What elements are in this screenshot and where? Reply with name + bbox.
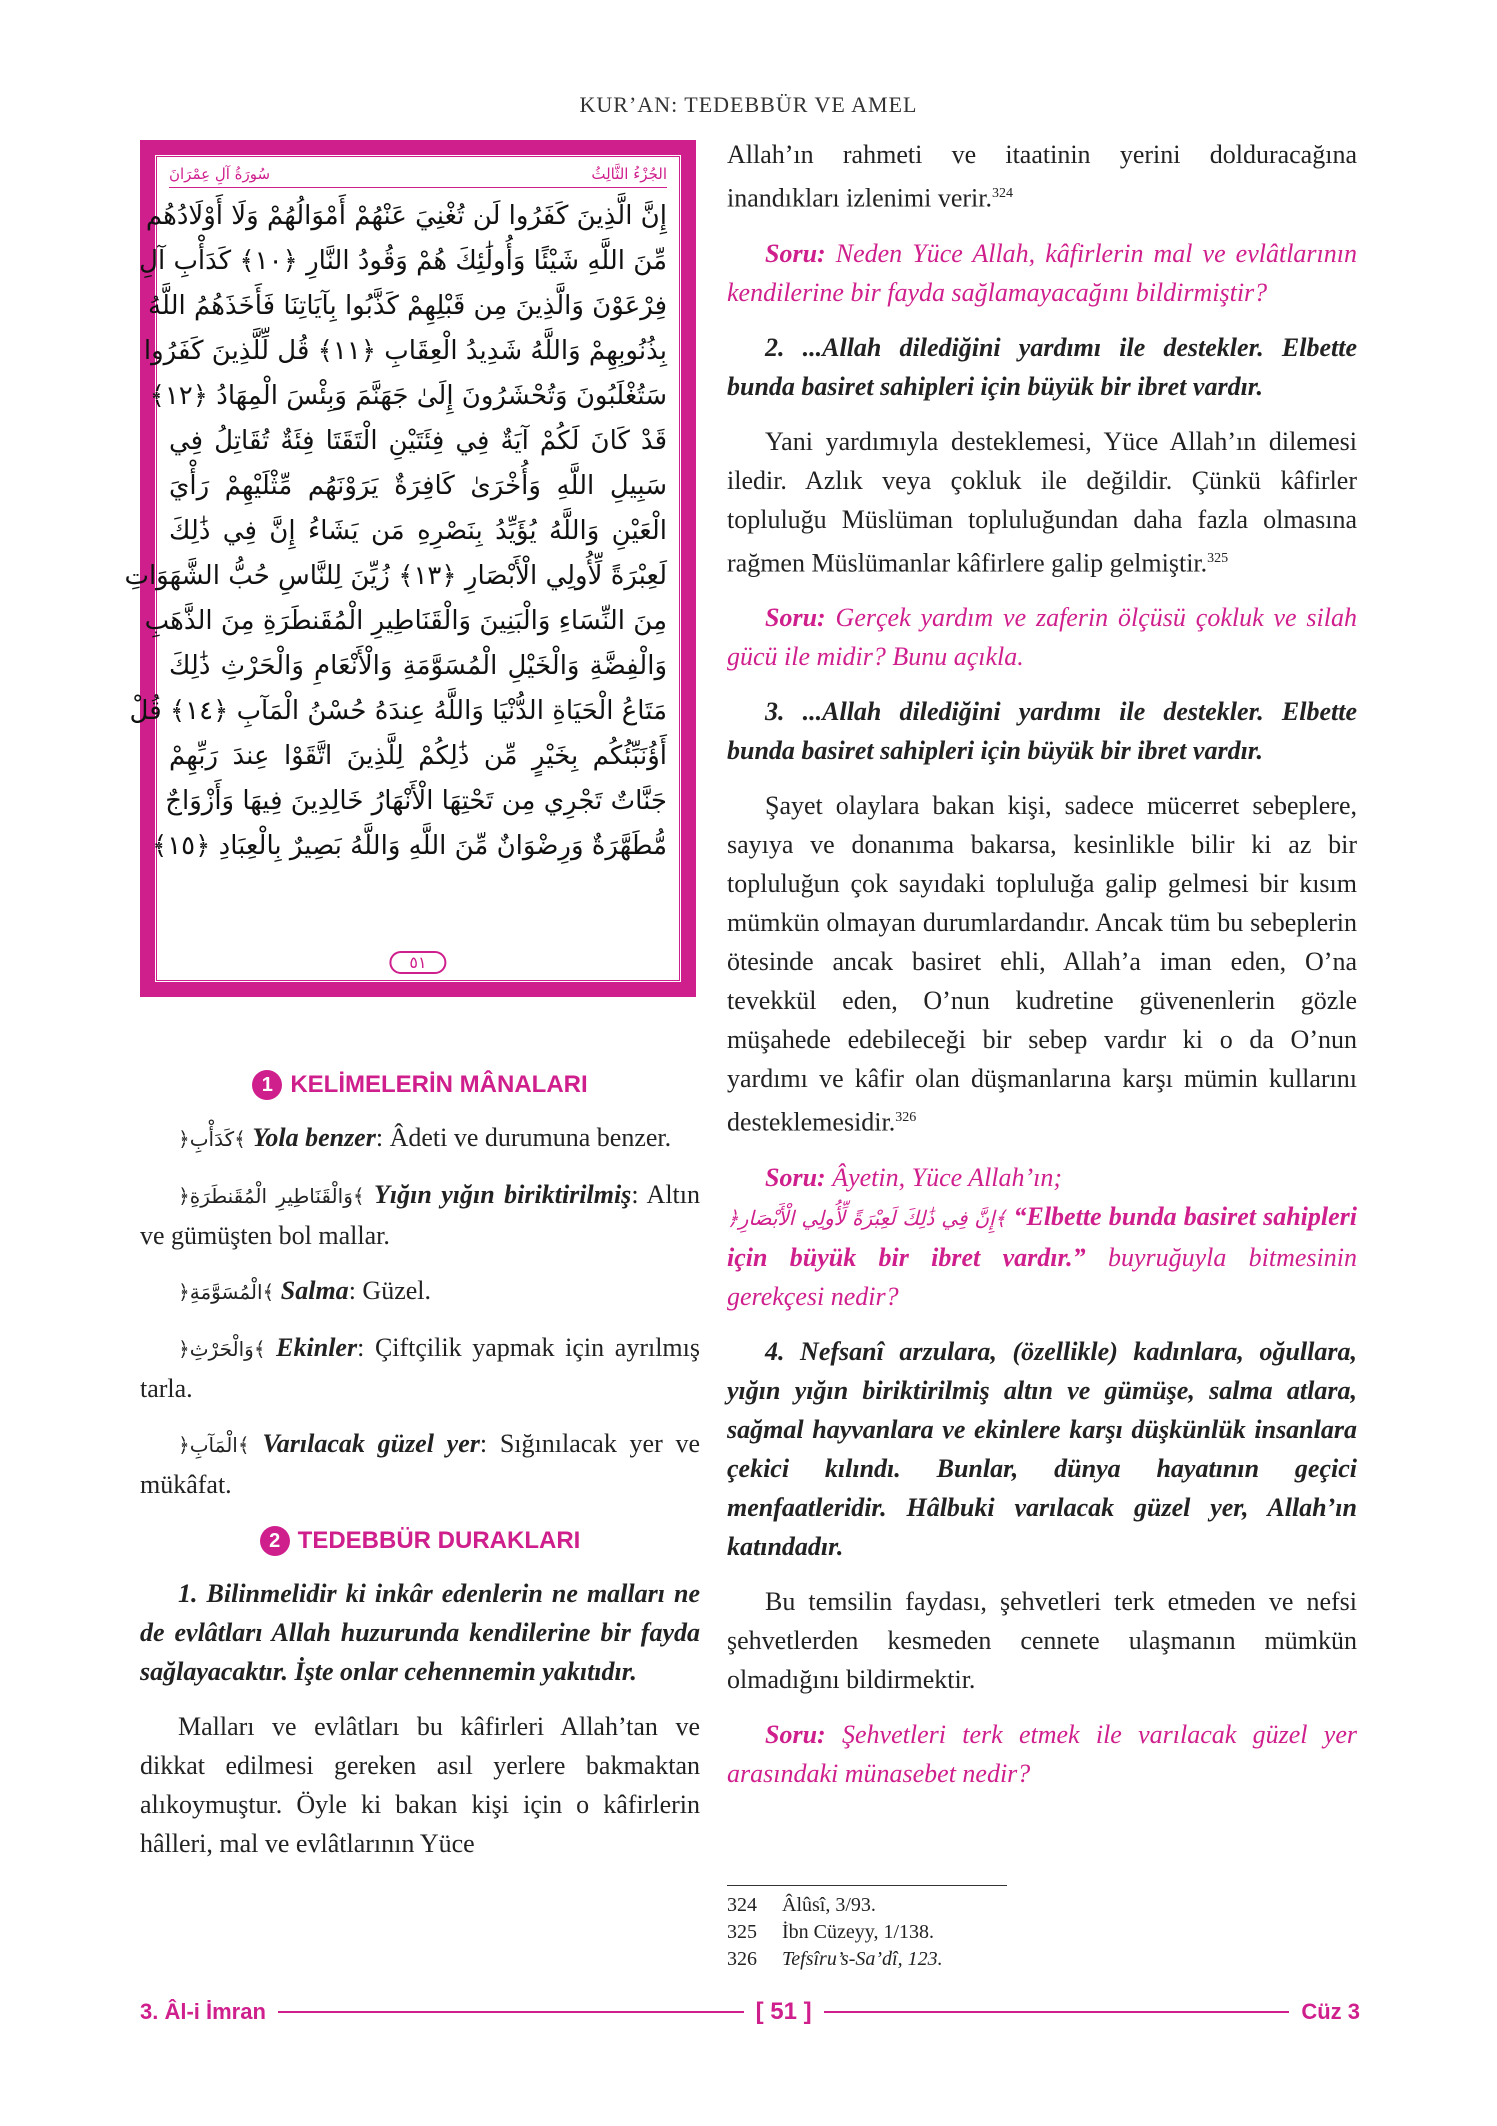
word-entry bbox=[140, 1424, 700, 1504]
footer-page-number: [ 51 ] bbox=[755, 1998, 812, 2025]
word-term: Salma bbox=[280, 1276, 349, 1305]
question bbox=[727, 598, 1357, 676]
point-heading-3: 3. ...Allah dilediğini yardımı ile destekler. Elbette bunda basiret sahipleri için büyük bir ibret vardır. bbox=[727, 697, 1357, 766]
footnote-number: 324 bbox=[727, 1894, 757, 1916]
footer-surah: 3. Âl-i İmran bbox=[140, 1999, 266, 2024]
mushaf-page-number: ٥١ bbox=[389, 951, 446, 974]
question-label: Soru: bbox=[765, 1162, 826, 1192]
footnotes bbox=[727, 1885, 1367, 1973]
word-arabic: ﴿وَالْحَرْثِ﴾ bbox=[178, 1337, 266, 1361]
paragraph bbox=[727, 135, 1357, 218]
word-arabic: ﴿كَدَأْبِ﴾ bbox=[178, 1127, 246, 1151]
mushaf-lines bbox=[124, 194, 667, 869]
question-label: Soru: bbox=[765, 238, 826, 268]
section-title-text: KELİMELERİN MÂNALARI bbox=[290, 1071, 588, 1098]
mushaf-line: لَعِبْرَةً لِّأُولِي الْأَبْصَارِ ﴿١٣﴾ زُيِّنَ لِلنَّاسِ حُبُّ الشَّهَوَاتِ bbox=[124, 561, 667, 591]
question bbox=[727, 1715, 1357, 1793]
point-heading-1: 1. Bilinmelidir ki inkâr edenlerin ne malları ne de evlâtları Allah huzurunda kendilerine bir fayda sağlayacaktır. İşte onlar cehennemin yakıtıdır. bbox=[140, 1579, 700, 1686]
footer-rule bbox=[278, 2011, 744, 2013]
surah-header: سُورَةُ آلِ عِمْرَانَ bbox=[169, 165, 271, 183]
question-text: buyruğuyla bitmesinin gerekçesi nedir? bbox=[727, 1242, 1357, 1311]
right-column bbox=[727, 135, 1357, 1809]
question bbox=[727, 1158, 1357, 1316]
footnote-text: Tefsîru’s-Sa’dî, 123. bbox=[782, 1948, 943, 1970]
mushaf-line: مِنَ النِّسَاءِ وَالْبَنِينَ وَالْقَنَاطِيرِ الْمُقَنطَرَةِ مِنَ الذَّهَبِ bbox=[144, 606, 667, 636]
word-entry bbox=[140, 1328, 700, 1408]
mushaf-line: فِرْعَوْنَ وَالَّذِينَ مِن قَبْلِهِمْ كَذَّبُوا بِآيَاتِنَا فَأَخَذَهُمُ اللَّهُ bbox=[148, 291, 667, 321]
mushaf-line: مَتَاعُ الْحَيَاةِ الدُّنْيَا وَاللَّهُ عِندَهُ حُسْنُ الْمَآبِ ﴿١٤﴾ قُلْ bbox=[129, 696, 667, 726]
mushaf-line: الْعَيْنِ وَاللَّهُ يُؤَيِّدُ بِنَصْرِهِ مَن يَشَاءُ إِنَّ فِي ذَٰلِكَ bbox=[169, 516, 667, 546]
word-def: : Âdeti ve durumuna benzer. bbox=[375, 1123, 672, 1152]
section-number: 2 bbox=[260, 1526, 290, 1556]
mushaf-line: سَتُغْلَبُونَ وَتُحْشَرُونَ إِلَىٰ جَهَنَّمَ وَبِئْسَ الْمِهَادُ ﴿١٢﴾ bbox=[149, 381, 667, 411]
footnote-ref: 325 bbox=[1207, 550, 1229, 566]
word-arabic: ﴿وَالْقَنَاطِيرِ الْمُقَنطَرَةِ﴾ bbox=[178, 1184, 365, 1208]
word-def: : Çiftçilik yapmak için ayrılmış tarla. bbox=[140, 1333, 701, 1403]
mushaf-line: إِنَّ الَّذِينَ كَفَرُوا لَن تُغْنِيَ عَنْهُمْ أَمْوَالُهُمْ وَلَا أَوْلَادُهُم bbox=[145, 201, 667, 231]
page-footer bbox=[140, 1998, 1360, 2026]
word-entry bbox=[140, 1175, 700, 1255]
footnote bbox=[727, 1892, 1367, 1919]
paragraph: Malları ve evlâtları bu kâfirleri Allah’tan ve dikkat edilmesi gereken asıl yerlere bakmaktan alıkoymuştur. Öyle ki bakan kişi için o kâfirlerin hâlleri, mal ve evlâtlarının Yüce bbox=[140, 1712, 700, 1858]
mushaf-line: مِّنَ اللَّهِ شَيْئًا وَأُولَٰئِكَ هُمْ وَقُودُ النَّارِ ﴿١٠﴾ كَدَأْبِ آلِ bbox=[139, 246, 667, 276]
word-arabic: ﴿الْمُسَوَّمَةِ﴾ bbox=[178, 1280, 275, 1304]
word-term: Yığın yığın biriktirilmiş bbox=[374, 1180, 632, 1209]
running-header: KUR’AN: TEDEBBÜR VE AMEL bbox=[579, 92, 918, 117]
mushaf-line: وَالْفِضَّةِ وَالْخَيْلِ الْمُسَوَّمَةِ وَالْأَنْعَامِ وَالْحَرْثِ ذَٰلِكَ bbox=[169, 651, 667, 681]
word-term: Varılacak güzel yer bbox=[262, 1429, 480, 1458]
question-quote: “Elbette bunda basiret sahipleri için büyük bir ibret vardır.” bbox=[727, 1201, 1357, 1272]
word-term: Yola benzer bbox=[252, 1123, 376, 1152]
word-entry bbox=[140, 1118, 700, 1159]
section-title-words bbox=[140, 1070, 700, 1100]
footnote-number: 326 bbox=[727, 1948, 757, 1970]
paragraph-text: Yani yardımıyla desteklemesi, Yüce Allah’ın dilemesi iledir. Azlık veya çokluk ile değildir. Çünkü kâfirler topluluğu Müslüman topluluğundan daha fazla olmasına rağmen Müslümanlar kâfirlere galip gelmiştir. bbox=[727, 426, 1357, 578]
mushaf-line: قَدْ كَانَ لَكُمْ آيَةٌ فِي فِئَتَيْنِ الْتَقَتَا فِئَةٌ تُقَاتِلُ فِي bbox=[169, 426, 667, 456]
question bbox=[727, 234, 1357, 312]
footnote-ref: 324 bbox=[991, 186, 1013, 201]
mushaf-line: بِذُنُوبِهِمْ وَاللَّهُ شَدِيدُ الْعِقَابِ ﴿١١﴾ قُل لِّلَّذِينَ كَفَرُوا bbox=[143, 336, 667, 366]
mushaf-line: سَبِيلِ اللَّهِ وَأُخْرَىٰ كَافِرَةٌ يَرَوْنَهُم مِّثْلَيْهِمْ رَأْيَ bbox=[169, 471, 667, 501]
left-column bbox=[140, 1070, 700, 1879]
paragraph-text: Allah’ın rahmeti ve itaatinin yerini dolduracağına inandıkları izlenimi verir. bbox=[727, 140, 1357, 213]
word-term: Ekinler bbox=[276, 1333, 358, 1362]
word-def: : Altın ve gümüşten bol mallar. bbox=[140, 1180, 700, 1250]
word-entry bbox=[140, 1271, 700, 1312]
mushaf-line: أَؤُنَبِّئُكُم بِخَيْرٍ مِّن ذَٰلِكُمْ لِلَّذِينَ اتَّقَوْا عِندَ رَبِّهِمْ bbox=[169, 741, 667, 771]
mushaf-page bbox=[124, 154, 682, 983]
juz-header: الجُزْءُ الثَّالِثُ bbox=[591, 165, 667, 183]
question-text: Âyetin, Yüce Allah’ın; bbox=[825, 1162, 1063, 1192]
section-title-tedebbur bbox=[140, 1526, 700, 1556]
footnote bbox=[727, 1919, 1367, 1946]
question-text: Gerçek yardım ve zaferin ölçüsü çokluk ve silah gücü ile midir? Bunu açıkla. bbox=[727, 603, 1357, 672]
mushaf-line: جَنَّاتٌ تَجْرِي مِن تَحْتِهَا الْأَنْهَارُ خَالِدِينَ فِيهَا وَأَزْوَاجٌ bbox=[165, 786, 667, 816]
footnote-ref: 326 bbox=[895, 1110, 917, 1126]
section-number: 1 bbox=[252, 1070, 282, 1100]
footnote-number: 325 bbox=[727, 1921, 757, 1943]
paragraph-text: Şayet olaylara bakan kişi, sadece mücerret sebeplere, sayıya ve donanıma bakarsa, kesinlikle bilir ki az bir topluluğun çok sayıdaki topluluğa galip gelmesi bir kısım mümkün olmayan durumlardandır. Ancak tüm bu sebeplerin ötesinde ancak basiret ehli, Allah’a iman eden, O’na tevekkül eden, O’nun kudretine güvenenlerin gözle müşahede edebileceği bir sebep vardır ki o da O’nun yardımı ve kâfir olan düşmanlarına karşı mümin kullarını desteklemesidir. bbox=[727, 791, 1357, 1137]
footer-juz: Cüz 3 bbox=[1301, 1999, 1360, 2024]
point-heading-4: 4. Nefsanî arzulara, (özellikle) kadınlara, oğullara, yığın yığın biriktirilmiş altın ve gümüşe, salma atlara, sağmal hayvanlara ve ekinlere karşı düşkünlük insanlara çekici kılındı. Bunlar, dünya hayatının geçici menfaatleridir. Hâlbuki varılacak güzel yer, Allah’ın katındadır. bbox=[727, 1336, 1357, 1561]
footnote-text: İbn Cüzeyy, 1/138. bbox=[782, 1921, 935, 1943]
question-arabic: ﴿إِنَّ فِي ذَٰلِكَ لَعِبْرَةً لِّأُولِي الْأَبْصَارِ﴾ bbox=[727, 1205, 1007, 1230]
footnote-text: Âlûsî, 3/93. bbox=[782, 1894, 876, 1916]
mushaf-headers bbox=[169, 165, 667, 188]
word-def: : Sığınılacak yer ve mükâfat. bbox=[140, 1429, 701, 1499]
mushaf-page-frame bbox=[124, 140, 696, 997]
footer-rule bbox=[824, 2011, 1290, 2013]
word-def: : Güzel. bbox=[348, 1276, 431, 1305]
mushaf-line: مُّطَهَّرَةٌ وَرِضْوَانٌ مِّنَ اللَّهِ وَاللَّهُ بَصِيرٌ بِالْعِبَادِ ﴿١٥﴾ bbox=[151, 831, 667, 861]
section-title-text: TEDEBBÜR DURAKLARI bbox=[297, 1527, 581, 1554]
question-label: Soru: bbox=[765, 603, 826, 633]
word-arabic: ﴿الْمَآبِ﴾ bbox=[178, 1433, 250, 1457]
footnote bbox=[727, 1946, 1367, 1973]
footnote-rule bbox=[727, 1885, 1007, 1886]
question-text: Neden Yüce Allah, kâfirlerin mal ve evlâtlarının kendilerine bir fayda sağlamayacağını bildirmiştir? bbox=[727, 238, 1357, 307]
question-label: Soru: bbox=[765, 1719, 826, 1749]
paragraph bbox=[727, 422, 1357, 583]
point-heading-2: 2. ...Allah dilediğini yardımı ile destekler. Elbette bunda basiret sahipleri için büyük bir ibret vardır. bbox=[727, 332, 1357, 401]
paragraph bbox=[727, 786, 1357, 1142]
paragraph: Bu temsilin faydası, şehvetleri terk etmeden ve nefsi şehvetlerden kesmeden cennete ulaşmanın mümkün olmadığını bildirmektir. bbox=[727, 1586, 1357, 1694]
question-text: Şehvetleri terk etmek ile varılacak güzel yer arasındaki münasebet nedir? bbox=[727, 1719, 1357, 1788]
